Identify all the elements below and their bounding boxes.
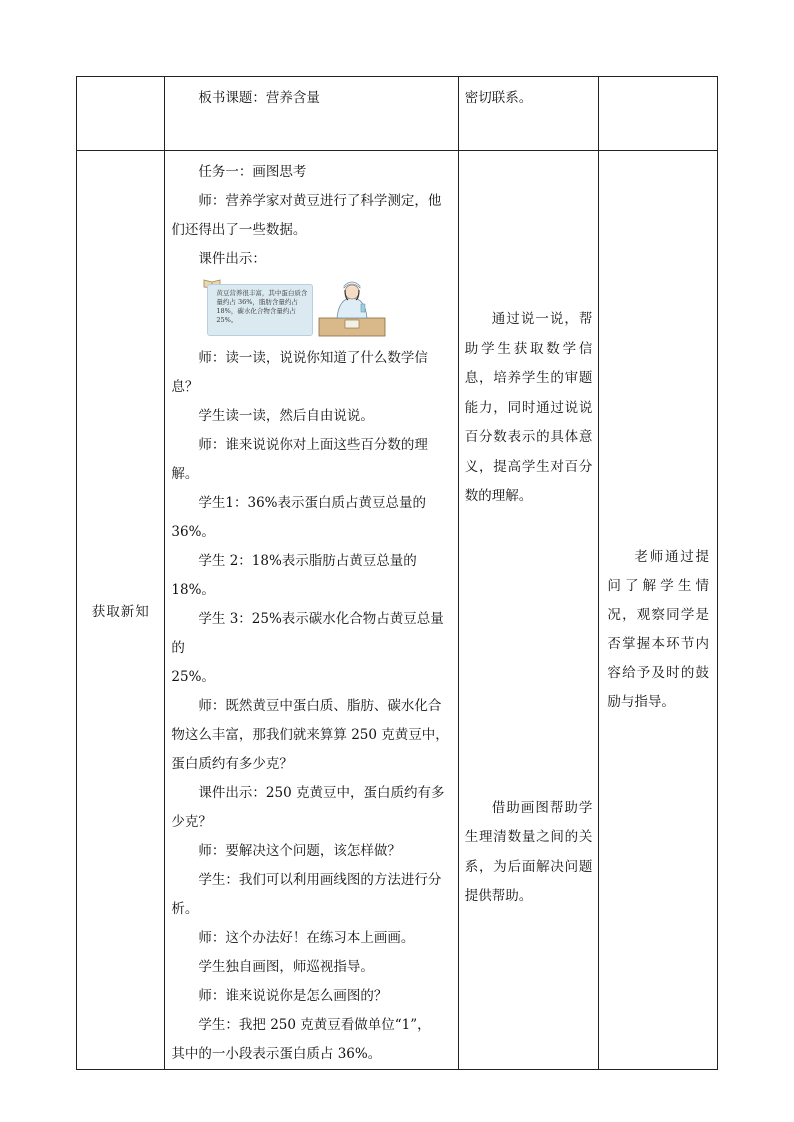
intent-text-row1: 密切联系。 (464, 90, 533, 106)
intent-cell (458, 151, 599, 1070)
intent-note-2: 借助画图帮助学生理清数量之间的关系，为后面解决问题提供帮助。 (464, 799, 593, 904)
lesson-plan-table (76, 76, 718, 1070)
teaching-line: 解。 (171, 466, 199, 482)
stage-cell-empty (77, 77, 165, 151)
teaching-line: 课件出示：250 克黄豆中，蛋白质约有多 (198, 785, 445, 801)
courseware-illustration (207, 278, 427, 338)
stage-cell (77, 151, 165, 1070)
info-card (207, 284, 313, 336)
teaching-line: 学生 2：18%表示脂肪占黄豆总量的 18%。 (171, 553, 417, 598)
table-row (77, 77, 718, 151)
intent-note-1: 通过说一说，帮助学生获取数学信息，培养学生的审题能力，同时通过说说百分数表示的具体意义，提高学生对百分数的理解。 (464, 311, 593, 504)
teaching-line: 少克？ (171, 814, 212, 830)
board-title-text: 板书课题：营养含量 (198, 90, 320, 106)
teaching-line: 25%。 (171, 669, 215, 685)
teaching-line: 师：既然黄豆中蛋白质、脂肪、碳水化合 (198, 698, 442, 714)
scientist-icon (315, 278, 389, 338)
teaching-line: 其中的一小段表示蛋白质占 36%。 (171, 1046, 382, 1062)
table-row (77, 151, 718, 1070)
stage-label: 获取新知 (91, 604, 150, 620)
info-card-text: 黄豆营养很丰富，其中蛋白质含量约占 36%，脂肪含量约占 18%，碳水化合物含量约占 25%。 (216, 289, 308, 324)
teaching-line: 师：要解决这个问题，该怎样做？ (198, 843, 401, 859)
teaching-line: 学生 3：25%表示碳水化合物占黄豆总量的 (171, 611, 444, 656)
teaching-line: 息？ (171, 379, 199, 395)
teaching-cell (165, 151, 458, 1070)
teaching-line: 任务一：画图思考 (198, 164, 307, 180)
teaching-line: 蛋白质约有多少克？ (171, 756, 293, 772)
evaluation-note: 老师通过提问了解学生情况，观察同学是否掌握本环节内容给予及时的鼓励与指导。 (607, 549, 709, 710)
teaching-line: 学生独自画图，师巡视指导。 (198, 959, 374, 975)
evaluation-cell-empty (599, 77, 718, 151)
intent-cell-row1 (458, 77, 599, 151)
teaching-line: 们还得出了一些数据。 (171, 222, 307, 238)
teaching-cell-row1 (165, 77, 458, 151)
teaching-line: 学生1：36%表示蛋白质占黄豆总量的36%。 (171, 495, 427, 540)
teaching-line: 学生：我们可以利用画线图的方法进行分 (198, 872, 442, 888)
teaching-line: 课件出示： (198, 251, 266, 267)
evaluation-cell (599, 151, 718, 1070)
teaching-line: 物这么丰富，那我们就来算算 250 克黄豆中， (171, 727, 449, 743)
teaching-line: 师：谁来说说你对上面这些百分数的理 (198, 437, 428, 453)
teaching-line: 师：这个办法好！在练习本上画画。 (198, 930, 415, 946)
teaching-line: 师：读一读，说说你知道了什么数学信 (198, 350, 428, 366)
teaching-line: 师：营养学家对黄豆进行了科学测定，他 (198, 193, 442, 209)
teaching-line: 学生：我把 250 克黄豆看做单位“1”， (198, 1017, 431, 1033)
teaching-line: 学生读一读，然后自由说说。 (198, 408, 374, 424)
teaching-line: 析。 (171, 901, 199, 917)
teaching-line: 师：谁来说说你是怎么画图的？ (198, 988, 388, 1004)
